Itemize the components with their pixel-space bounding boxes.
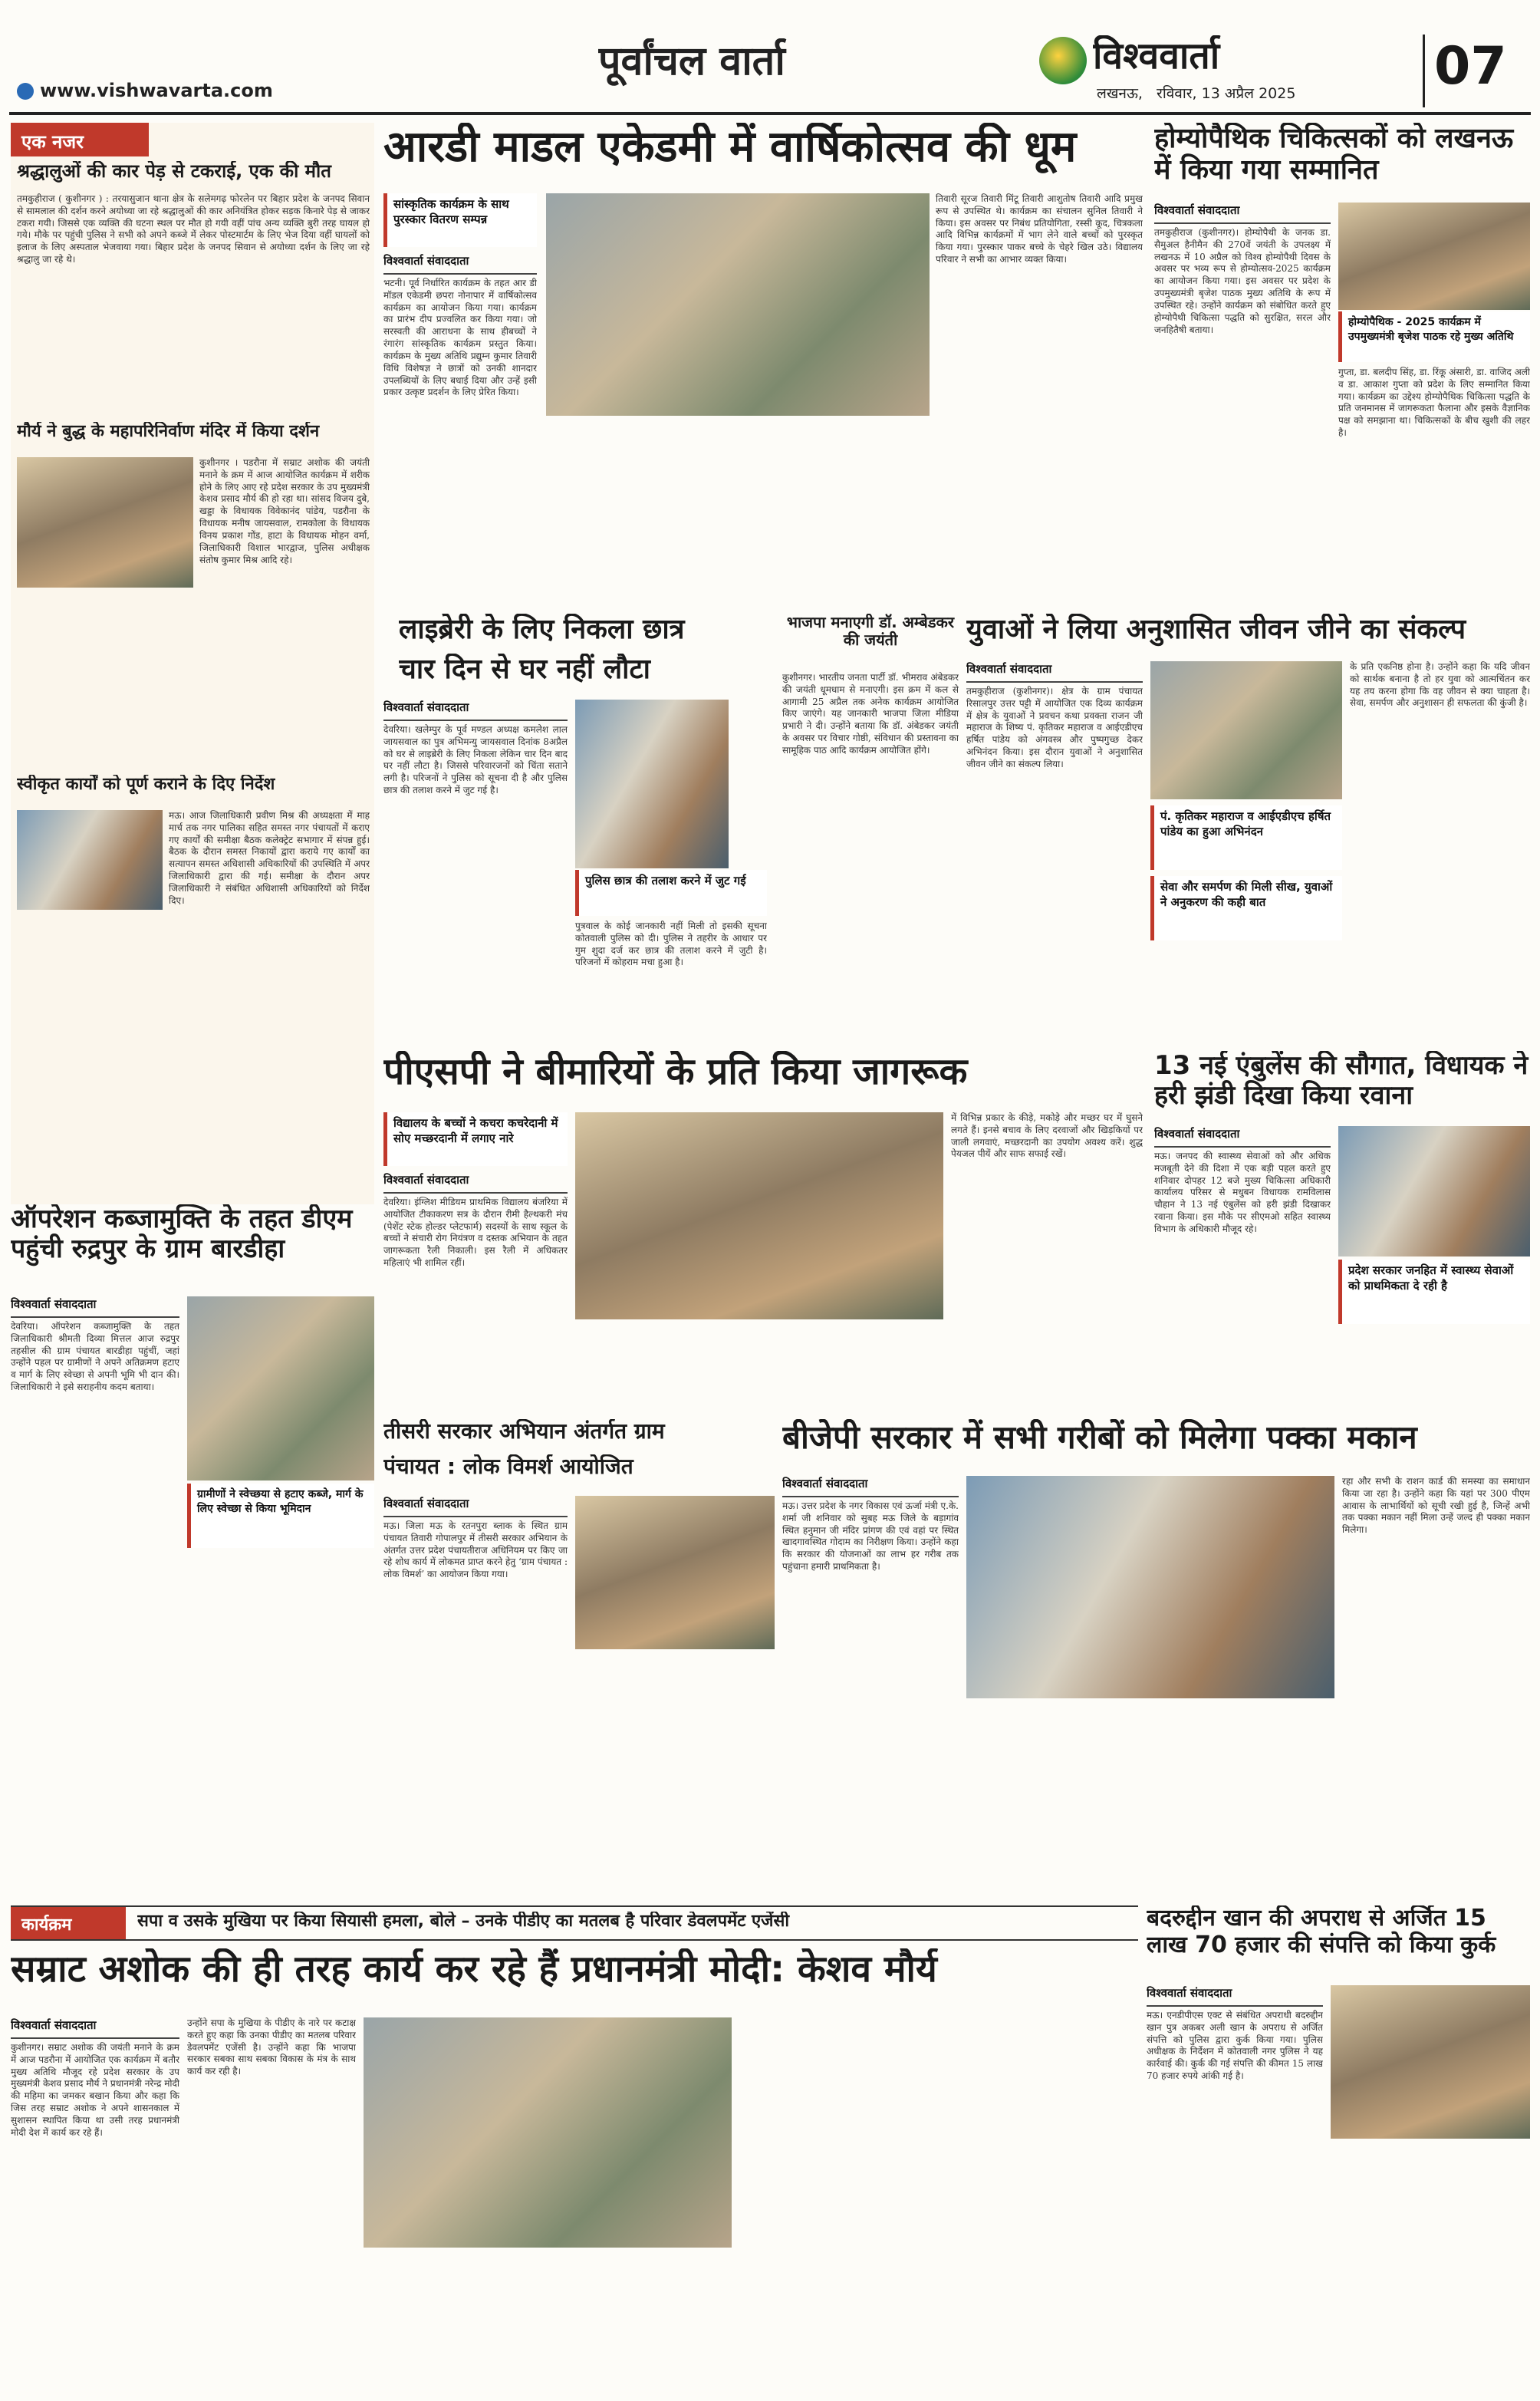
photo-caption: ग्रामीणों ने स्वेच्छया से हटाए कब्जे, मार्ग के लिए स्वेच्छा से किया भूमिदान bbox=[187, 1484, 374, 1548]
story-body: देवरिया। ऑपरेशन कब्जामुक्ति के तहत जिलाधिकारी श्रीमती दिव्या मित्तल आज रुद्रपुर तहसील की ग्राम पंचायत बारडीहा पहुंचीं, जहां उन्होंने पहल पर ग्रामीणों ने अपने अतिक्रमण हटाए व मार्ग के लिए स्वेच्छा से अपनी भूमि भी दान की। जिलाधिकारी ने इसे सराहनीय कदम बताया। bbox=[11, 1321, 179, 1393]
headline: होम्योपैथिक चिकित्सकों को लखनऊ में किया गया सम्मानित bbox=[1154, 123, 1514, 186]
story-body: मऊ। आज जिलाधिकारी प्रवीण मिश्र की अध्यक्षता में माह मार्च तक नगर पालिका सहित समस्त नगर पंचायतों में कराए गए कार्यों की समीक्षा बैठक कलेक्ट्रेट सभागार में संपन्न हुई। बैठक के दौरान समस्त निकायों द्वारा कराये गए कार्यों का सत्यापन समस्त अधिशासी अधिकारियों की उपस्थिति में अपर जिलाधिकारी द्वारा की गई। समीक्षा के दौरान अपर जिलाधिकारी ने संबंधित अधिशासी अधिकारियों को निर्देश दिए। bbox=[169, 810, 370, 906]
story-headline: श्रद्धालुओं की कार पेड़ से टकराई, एक की मौत bbox=[17, 161, 331, 182]
keshav-story bbox=[11, 1948, 1138, 2393]
ek-nazar-column bbox=[11, 123, 374, 1204]
kicker: विद्यालय के बच्चों ने कचरा कचरेदानी में सोए मच्छरदानी में लगाए नारे bbox=[383, 1112, 568, 1166]
headline: लाइब्रेरी के लिए निकला छात्र bbox=[399, 614, 685, 645]
yuva-story bbox=[966, 614, 1530, 1036]
speech-photo bbox=[364, 2017, 732, 2248]
story-body: मऊ। उत्तर प्रदेश के नगर विकास एवं ऊर्जा मंत्री ए.के. शर्मा जी शनिवार को सुबह मऊ जिले के बड़ागांव स्थित हनुमान जी मंदिर प्रांगण की एवं वहां पर स्थित खादगावस्थित गोदाम का निरीक्षण किया। उन्होंने कहा कि सरकार की योजनाओं का लाभ हर गरीब तक पहुंचाना हमारी प्राथमिकता है। bbox=[782, 1500, 959, 1573]
meeting-photo bbox=[575, 1496, 775, 1649]
story-body: देवरिया। इंग्लिश मीडियम प्राथमिक विद्यालय बंजरिया में आयोजित टीकाकरण सत्र के दौरान रीमी हैल्थकरी मंच (पेशेंट स्टेक होल्डर प्लेटफार्म) सदस्यों के साथ स्कूल के बच्चों ने संचारी रोग नियंत्रण व दस्तक अभियान के तहत जागरूकता रैली निकाली। इस रैली में अधिकतर महिलाएं भी शामिल रहीं। bbox=[383, 1197, 568, 1269]
psp-story bbox=[383, 1051, 1143, 1411]
award-photo bbox=[1338, 203, 1530, 310]
story-headline: स्वीकृत कार्यों को पूर्ण कराने के दिए निर्देश bbox=[17, 775, 275, 794]
brand-name: विश्ववार्ता bbox=[1093, 35, 1220, 77]
event-photo bbox=[546, 193, 930, 416]
karyakram-strip bbox=[11, 1905, 1138, 1941]
headline: चार दिन से घर नहीं लौटा bbox=[399, 654, 650, 685]
story-body: देवरिया। खलेम्पुर के पूर्व मण्डल अध्यक्ष कमलेश लाल जायसवाल का पुत्र अभिमन्यु जायसवाल दिनांक 8अप्रैल को घर से लाइब्रेरी के लिए निकला लेकिन चार दिन बाद घर नहीं लौटा है। जिससे परिवारजनों को चिंता सताने लगी है। परिजनों ने पुलिस को सूचना दी है और पुलिस छात्र की तलाश करने में जुट गई है। bbox=[383, 724, 568, 796]
photo-caption: पं. कृतिकर महाराज व आईएडीएच हर्षित पांडेय का हुआ अभिनंदन bbox=[1150, 805, 1342, 870]
story-body: कुशीनगर । पडरौना में सम्राट अशोक की जयंती मनाने के क्रम में आज आयोजित कार्यक्रम में शरीक होने के लिए आए रहे प्रदेश सरकार के उप मुख्यमंत्री केशव प्रसाद मौर्य की हो रहा था। सांसद विजय दुबे, खड्डा के विधायक विवेकानंद पांडेय, पडरौना के विधायक मनीष जायसवाल, रामकोला के विधायक विनय प्रकाश गोंड, हाटा के विधायक मोहन वर्मा, जिलाधिकारी विशाल भारद्वाज, पुलिस अधीक्षक संतोष कुमार मिश्र आदि रहे। bbox=[199, 457, 370, 565]
story-body: मऊ। जनपद की स्वास्थ्य सेवाओं को और अधिक मजबूती देने की दिशा में एक बड़ी पहल करते हुए शनिवार दोपहर 12 बजे मुख्य चिकित्सा अधिकारी कार्यालय परिसर से मधुबन विधायक रामविलास चौहान ने 13 नई एंबुलेंस को हरी झंडी दिखाकर रवाना किया। इस मौके पर सीएमओ सहित स्वास्थ्य विभाग के अधिकारी मौजूद रहे। bbox=[1154, 1151, 1331, 1234]
ambulance-story bbox=[1154, 1051, 1530, 1411]
meeting-photo bbox=[17, 810, 163, 910]
photo-caption: पुलिस छात्र की तलाश करने में जुट गई bbox=[575, 870, 767, 916]
story-headline: मौर्य ने बुद्ध के महापरिनिर्वाण मंदिर में किया दर्शन bbox=[17, 422, 320, 441]
byline: विश्ववार्ता संवाददाता bbox=[782, 1476, 959, 1497]
photo-caption: सेवा और समर्पण की मिली सीख, युवाओं ने अनुकरण की कही बात bbox=[1150, 876, 1342, 940]
byline: विश्ववार्ता संवाददाता bbox=[966, 661, 1143, 683]
masthead bbox=[0, 0, 1540, 115]
headline: 13 नई एंबुलेंस की सौगात, विधायक ने हरी झंडी दिखा किया रवाना bbox=[1154, 1051, 1528, 1112]
headline: बीजेपी सरकार में सभी गरीबों को मिलेगा पक्का मकान bbox=[782, 1419, 1417, 1456]
byline: विश्ववार्ता संवाददाता bbox=[383, 1496, 568, 1517]
story-body: उन्होंने सपा के मुखिया के पीडीए के नारे पर कटाक्ष करते हुए कहा कि उनका पीडीए का मतलब परिवार डेवलपमेंट एजेंसी है। उन्होंने कहा कि भाजपा सरकार सबका साथ सबका विकास के मंत्र के साथ कार्य कर रही है। bbox=[187, 2017, 356, 2077]
operation-story bbox=[11, 1204, 374, 1895]
bjp-story bbox=[782, 1419, 1530, 1895]
karyakram-label: कार्यक्रम bbox=[11, 1907, 126, 1939]
rd-model-story bbox=[383, 123, 1143, 583]
student-photo bbox=[575, 700, 729, 868]
badruddin-story bbox=[1147, 1905, 1530, 2393]
headline: आरडी माडल एकेडमी में वार्षिकोत्सव की धूम bbox=[383, 123, 1077, 172]
ek-nazar-label: एक नजर bbox=[11, 123, 149, 156]
section-title: पूर्वांचल वार्ता bbox=[598, 38, 785, 84]
byline: विश्ववार्ता संवाददाता bbox=[1154, 203, 1331, 224]
story-body: तमकुहीराज (कुशीनगर)। होम्योपैथी के जनक डा. सैमुअल हैनीमैन की 270वें जयंती के उपलक्ष्य में लखनऊ में 10 अप्रैल को विश्व होम्योपैथी दिवस के अवसर पर भव्य रूप से होम्योत्सव-2025 कार्यक्रम का आयोजन किया गया। इस अवसर पर प्रदेश के उपमुख्यमंत्री बृजेश पाठक मुख्य अतिथि के रूप में उपस्थित रहे। उन्होंने कार्यक्रम को संबोधित करते हुए होम्योपैथी चिकित्सा पद्धति को सुरक्षित, सरल और जनहितैषी बताया। bbox=[1154, 227, 1331, 335]
dm-visit-photo bbox=[187, 1296, 374, 1480]
library-story bbox=[383, 614, 775, 1036]
globe-icon bbox=[17, 83, 34, 100]
police-photo bbox=[1331, 1985, 1530, 2139]
byline: विश्ववार्ता संवाददाता bbox=[383, 1172, 568, 1194]
brand-logo-icon bbox=[1039, 37, 1087, 84]
story-body: कुशीनगर। भारतीय जनता पार्टी डॉ. भीमराव अंबेडकर की जयंती धूमधाम से मनाएगी। इस क्रम में कल से आगामी 25 अप्रैल तक अनेक कार्यक्रम आयोजित किए जाएंगे। यह जानकारी भाजपा जिला मीडिया प्रभारी ने दी। उन्होंने बताया कि डॉ. अंबेडकर जयंती के अवसर पर विचार गोष्ठी, संविधान की प्रस्तावना का सामूहिक पाठ आदि कार्यक्रम आयोजित होंगे। bbox=[782, 672, 959, 756]
photo-caption: होम्योपैथिक - 2025 कार्यक्रम में उपमुख्यमंत्री बृजेश पाठक रहे मुख्य अतिथि bbox=[1338, 311, 1530, 362]
byline: विश्ववार्ता संवाददाता bbox=[1154, 1126, 1331, 1148]
ticker-text: सपा व उसके मुखिया पर किया सियासी हमला, बोले – उनके पीडीए का मतलब है परिवार डेवलपमेंट एजेंसी bbox=[137, 1912, 790, 1931]
rally-photo bbox=[575, 1112, 943, 1319]
story-body: भटनी। पूर्व निर्धारित कार्यक्रम के तहत आर डी मॉडल एकेडमी छपरा नोनापार में वार्षिकोत्सव कार्यक्रम का आयोजन किया गया। कार्यक्रम का प्रारंभ दीप प्रज्वलित कर किया गया। जो सरस्वती की आराधना के साथ हीबच्चों ने रंगारंग सांस्कृतिक कार्यक्रम प्रस्तुत किया। कार्यक्रम के मुख्य अतिथि प्रद्युम्न कुमार तिवारी विधि विशेषज्ञ ने छात्रों को उनकी शानदार उपलब्धियों के लिए बधाई दिया और उन्हें इसी प्रकार उत्कृष्ट प्रदर्शन के लिए प्रेरित किया। bbox=[383, 278, 537, 398]
byline: विश्ववार्ता संवाददाता bbox=[1147, 1985, 1323, 2007]
ambedkar-story bbox=[782, 614, 959, 1036]
website-link[interactable]: www.vishwavarta.com bbox=[40, 80, 273, 101]
story-body: के प्रति एकनिष्ठ होना है। उन्होंने कहा कि यदि जीवन को सार्थक बनाना है तो हर युवा को आत्मचिंतन कर यह तय करना होगा कि वह जीवन से क्या चाहता है। सेवा, समर्पण और अनुशासन ही सफलता की कुंजी है। bbox=[1350, 661, 1530, 709]
story-body: मऊ। जिला मऊ के रतनपुरा ब्लाक के स्थित ग्राम पंचायत तिवारी गोपालपुर में तीसरी सरकार अभियान के अंतर्गत उत्तर प्रदेश पंचायतीराज अधिनियम पर किए जा रहे शोध कार्य में लोकमत प्राप्त करने हेतु ‘ग्राम पंचायत : लोक विमर्श’ का आयोजन किया गया। bbox=[383, 1520, 568, 1580]
headline: पंचायत : लोक विमर्श आयोजित bbox=[383, 1454, 633, 1479]
story-body: में विभिन्न प्रकार के कीड़े, मकोड़े और मच्छर घर में घुसने लगते हैं। इनसे बचाव के लिए दरवाजों और खिड़कियों पर जाली लगवाएं, मच्छरदानी का उपयोग अवश्य करें। शुद्ध पेयजल पीयें और साफ सफाई रखें। bbox=[951, 1112, 1143, 1160]
photo-caption: प्रदेश सरकार जनहित में स्वास्थ्य सेवाओं को प्राथमिकता दे रही है bbox=[1338, 1260, 1530, 1324]
story-body: कुशीनगर। सम्राट अशोक की जयंती मनाने के क्रम में आज पडरौना में आयोजित एक कार्यक्रम में बतौर मुख्य अतिथि मौजूद रहे प्रदेश सरकार के उप मुख्यमंत्री केशव प्रसाद मौर्य ने प्रधानमंत्री नरेन्द्र मोदी की महिमा का जमकर बखान किया और कहा कि जिस तरह सम्राट अशोक ने अपने शासनकाल में सुशासन स्थापित किया था उसी तरह प्रधानमंत्री मोदी देश में कार्य कर रहे हैं। bbox=[11, 2042, 179, 2138]
group-photo bbox=[1150, 661, 1342, 799]
story-body: रहा और सभी के राशन कार्ड की समस्या का समाधान किया जा रहा है। उन्होंने कहा कि यहां पर 300 पीएम आवास के लाभार्थियों को सूची रखी हुई है, जिन्हें अभी तक पक्का मकान नहीं मिला उन्हें जल्द ही पक्का मकान मिलेगा। bbox=[1342, 1476, 1530, 1536]
kicker: भाजपा मनाएगी डॉ. अम्बेडकर की जयंती bbox=[786, 614, 955, 649]
header-divider bbox=[1423, 35, 1425, 107]
temple-photo bbox=[17, 457, 193, 588]
byline: विश्ववार्ता संवाददाता bbox=[11, 1296, 179, 1318]
story-body: पुत्रवाल के कोई जानकारी नहीं मिली तो इसकी सूचना कोतवाली पुलिस को दी। पुलिस ने तहरीर के आधार पर गुम शुदा दर्ज कर छात्र की तलाश करने में जुटी है। परिजनों में कोहराम मचा हुआ है। bbox=[575, 921, 767, 968]
headline: युवाओं ने लिया अनुशासित जीवन जीने का संकल्प bbox=[966, 614, 1466, 645]
dateline: लखनऊ, रविवार, 13 अप्रैल 2025 bbox=[1097, 85, 1296, 102]
story-body: मऊ। एनडीपीएस एक्ट से संबंधित अपराधी बदरुद्दीन खान पुत्र अकबर अली खान के अपराध से अर्जित संपत्ति को पुलिस द्वारा कुर्क किया गया। पुलिस अधीक्षक के निर्देशन में कोतवाली नगर पुलिस ने यह कार्रवाई की। कुर्क की गई संपत्ति की कीमत 15 लाख 70 हजार रुपये आंकी गई है। bbox=[1147, 2010, 1323, 2082]
headline: तीसरी सरकार अभियान अंतर्गत ग्राम bbox=[383, 1419, 665, 1444]
headline: सम्राट अशोक की ही तरह कार्य कर रहे हैं प्रधानमंत्री मोदी: केशव मौर्य bbox=[11, 1948, 937, 1991]
byline: विश्ववार्ता संवाददाता bbox=[383, 253, 537, 275]
headline: बदरुद्दीन खान की अपराध से अर्जित 15 लाख 70 हजार की संपत्ति को किया कुर्क bbox=[1147, 1905, 1496, 1958]
byline: विश्ववार्ता संवाददाता bbox=[11, 2017, 179, 2039]
byline: विश्ववार्ता संवाददाता bbox=[383, 700, 568, 721]
homeo-story bbox=[1154, 123, 1530, 583]
story-body: तिवारी सूरज तिवारी मिंटू तिवारी आशुतोष तिवारी आदि प्रमुख रूप से उपस्थित थे। कार्यक्रम का संचालन सुनिल तिवारी ने किया। इस अवसर पर निबंध प्रतियोगिता, रस्सी कूद, चित्रकला आदि विभिन्न कार्यक्रमों में भाग लेने वाले बच्चों को पुरस्कृत किया गया। पुरस्कार पाकर बच्चे के चेहरे खिल उठे। विद्यालय परिवार ने सभी का आभार व्यक्त किया। bbox=[936, 193, 1143, 265]
headline: ऑपरेशन कब्जामुक्ति के तहत डीएम पहुंची रुद्रपुर के ग्राम बारडीहा bbox=[11, 1204, 353, 1265]
story-body: गुप्ता, डा. बलदीप सिंह, डा. रिंकू अंसारी, डा. वाजिद अली व डा. आकाश गुप्ता को प्रदेश के लिए सम्मानित किया गया। कार्यक्रम का उद्देश्य होम्योपैथिक चिकित्सा पद्धति के प्रति जनमानस में जागरूकता फैलाना और इसके वैज्ञानिक पक्ष को समझाना था। चिकित्सकों के बीच खुशी की लहर है। bbox=[1338, 367, 1530, 439]
headline: पीएसपी ने बीमारियों के प्रति किया जागरूक bbox=[383, 1051, 968, 1093]
kicker: सांस्कृतिक कार्यक्रम के साथ पुरस्कार वितरण सम्पन्न bbox=[383, 193, 537, 247]
header-rule bbox=[9, 112, 1531, 115]
minister-photo bbox=[966, 1476, 1334, 1698]
ambulance-photo bbox=[1338, 1126, 1530, 1256]
story-body: तमकुहीराज ( कुशीनगर ) : तरयासुजान थाना क्षेत्र के सलेमगढ़ फोरलेन पर बिहार प्रदेश के जनपद सिवान से सामलाल की दर्शन करने अयोध्या जा रहे श्रद्धालुओं की कार अनियंत्रित होकर सड़क किनारे पेड़ से जाकर टकरा गयी। जिससे एक व्यक्ति की घटना स्थल पर मौत हो गयी वहीं पांच अन्य व्यक्ति बुरी तरह घायल हो गये। मौके पर पहुंची पुलिस ने सभी को अपने कब्जे में लेकर पोस्टमार्टम के लिए भेज दिया वहीं घायलों को इलाज के लिए अस्पताल भेजवाया गया। बिहार प्रदेश के जनपद सिवान से अयोध्या दर्शन के लिए जा रहे श्रद्धालु जा रहे थे। bbox=[17, 193, 370, 265]
teesri-sarkar-story bbox=[383, 1419, 775, 1895]
page-number: 07 bbox=[1434, 37, 1507, 97]
story-body: तमकुहीराज (कुशीनगर)। क्षेत्र के ग्राम पंचायत रिसालपुर उत्तर पट्टी में आयोजित एक दिव्य कार्यक्रम में क्षेत्र के युवाओं ने प्रवचन कथा प्रवक्ता राजन जी महाराज के शिष्य पं. कृतिकर महाराज व आईएडीएच हर्षित पांडेय को अंगवस्त्र और पुष्पगुच्छ देकर अभिनंदन किया। इस दौरान युवाओं ने अनुशासित जीवन जीने का संकल्प लिया। bbox=[966, 686, 1143, 769]
